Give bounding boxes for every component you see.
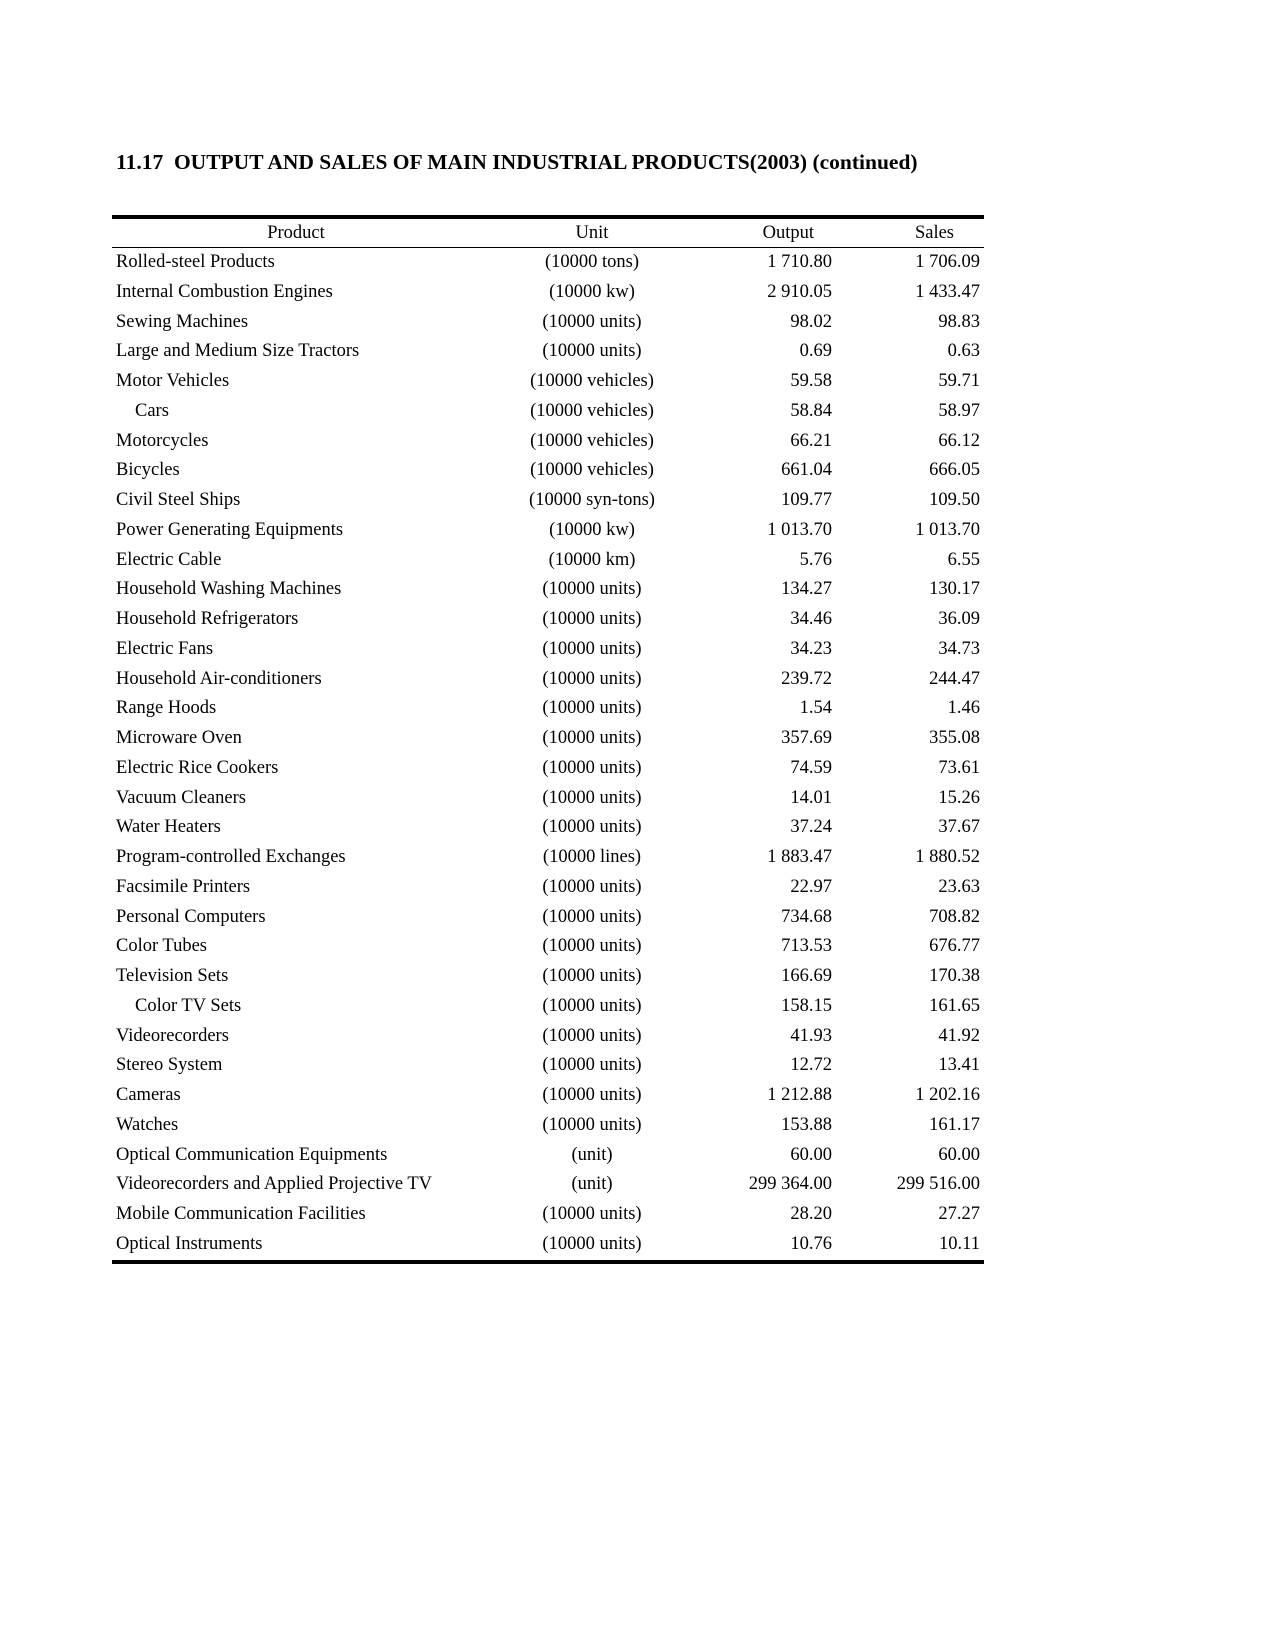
table-row <box>112 1200 984 1230</box>
cell-sales: 15.26 <box>938 787 980 808</box>
cell-unit: (10000 units) <box>542 787 642 808</box>
cell-unit: (10000 units) <box>542 728 642 748</box>
cell-unit: (10000 kw) <box>549 281 635 302</box>
cell-output: 1 212.88 <box>767 1085 832 1105</box>
cell-output: 22.97 <box>790 876 832 897</box>
cell-output: 239.72 <box>781 668 832 689</box>
cell-output: 1 013.70 <box>767 519 832 540</box>
cell-sales: 1 706.09 <box>915 252 980 272</box>
cell-product: Household Air-conditioners <box>116 668 322 689</box>
column-header-output: Output <box>762 223 814 243</box>
column-header-unit: Unit <box>575 223 609 243</box>
cell-output: 734.68 <box>781 906 832 927</box>
cell-output: 59.58 <box>790 371 832 391</box>
cell-sales: 58.97 <box>938 400 980 421</box>
cell-output: 153.88 <box>781 1114 832 1135</box>
table-row <box>112 873 984 903</box>
cell-sales: 10.11 <box>939 1233 980 1254</box>
cell-sales: 130.17 <box>929 579 980 600</box>
cell-output: 74.59 <box>790 757 832 778</box>
cell-sales: 161.17 <box>929 1114 980 1135</box>
cell-product: Internal Combustion Engines <box>116 281 333 302</box>
cell-product: Mobile Communication Facilities <box>116 1204 366 1224</box>
cell-output: 158.15 <box>781 995 832 1016</box>
cell-unit: (10000 units) <box>542 1233 642 1254</box>
cell-sales: 1 013.70 <box>915 519 980 540</box>
cell-product: Bicycles <box>116 460 180 481</box>
cell-unit: (10000 units) <box>542 1114 642 1135</box>
cell-product: Videorecorders and Applied Projective TV <box>116 1174 433 1195</box>
cell-output: 60.00 <box>790 1144 832 1165</box>
cell-product: Electric Fans <box>116 638 214 659</box>
cell-product: Motor Vehicles <box>116 371 230 391</box>
table-row <box>112 813 984 843</box>
cell-output: 1 710.80 <box>767 252 832 272</box>
table-row <box>112 367 984 397</box>
cell-unit: (10000 units) <box>542 311 642 332</box>
cell-output: 14.01 <box>790 787 832 808</box>
cell-unit: (10000 units) <box>542 341 642 362</box>
cell-unit: (10000 units) <box>542 1085 642 1105</box>
cell-product: Television Sets <box>116 966 229 986</box>
cell-output: 34.23 <box>790 638 832 659</box>
table-row <box>112 248 984 278</box>
table-row <box>112 635 984 665</box>
cell-output: 28.20 <box>790 1204 832 1224</box>
cell-product: Optical Instruments <box>116 1233 263 1254</box>
cell-sales: 34.73 <box>938 638 980 659</box>
cell-product: Facsimile Printers <box>116 876 251 897</box>
cell-unit: (10000 kw) <box>549 519 635 540</box>
cell-unit: (10000 units) <box>542 1025 642 1046</box>
cell-product: Water Heaters <box>116 817 221 838</box>
cell-product: Civil Steel Ships <box>116 490 241 510</box>
cell-sales: 60.00 <box>938 1144 980 1165</box>
products-table <box>112 215 984 1264</box>
table-header <box>112 217 984 248</box>
cell-product: Electric Rice Cookers <box>116 757 279 778</box>
cell-sales: 73.61 <box>938 757 980 778</box>
cell-product: Videorecorders <box>116 1025 229 1046</box>
cell-output: 37.24 <box>790 817 832 838</box>
cell-unit: (10000 units) <box>542 668 642 689</box>
cell-product: Color TV Sets <box>135 995 242 1016</box>
table-row <box>112 903 984 933</box>
table-row <box>112 1170 984 1200</box>
cell-sales: 708.82 <box>929 906 980 927</box>
cell-product: Vacuum Cleaners <box>116 787 246 808</box>
cell-product: Motorcycles <box>116 430 209 451</box>
cell-output: 1.54 <box>799 698 832 719</box>
cell-unit: (10000 km) <box>548 549 636 570</box>
cell-product: Range Hoods <box>116 698 217 719</box>
cell-output: 34.46 <box>790 609 832 629</box>
cell-output: 66.21 <box>790 430 832 451</box>
cell-output: 299 364.00 <box>748 1174 832 1195</box>
table-row <box>112 724 984 754</box>
cell-unit: (10000 lines) <box>542 847 642 867</box>
cell-unit: (10000 units) <box>542 1055 642 1076</box>
cell-product: Color Tubes <box>116 936 207 957</box>
table-row <box>112 1022 984 1052</box>
cell-sales: 37.67 <box>938 817 980 838</box>
cell-unit: (10000 units) <box>542 579 642 600</box>
cell-unit: (10000 units) <box>542 757 642 778</box>
table-row <box>112 843 984 873</box>
cell-output: 713.53 <box>781 936 832 957</box>
cell-unit: (10000 units) <box>542 1204 642 1224</box>
table-row <box>112 575 984 605</box>
cell-unit: (unit) <box>571 1144 613 1165</box>
cell-product: Cars <box>135 400 169 421</box>
cell-product: Electric Cable <box>116 549 222 570</box>
cell-sales: 109.50 <box>929 490 980 510</box>
cell-unit: (10000 syn-tons) <box>529 490 655 510</box>
cell-unit: (10000 tons) <box>544 252 640 272</box>
cell-unit: (unit) <box>571 1174 613 1195</box>
cell-unit: (10000 units) <box>542 817 642 838</box>
page-title: 11.17 OUTPUT AND SALES OF MAIN INDUSTRIAL PRODUCTS(2003) (continued) <box>116 150 918 174</box>
cell-output: 1 883.47 <box>767 847 832 867</box>
table-row <box>112 962 984 992</box>
cell-sales: 98.83 <box>938 311 980 332</box>
cell-unit: (10000 vehicles) <box>530 430 654 451</box>
cell-sales: 59.71 <box>938 371 980 391</box>
cell-output: 41.93 <box>790 1025 832 1046</box>
cell-sales: 36.09 <box>938 609 980 629</box>
cell-unit: (10000 vehicles) <box>530 460 654 481</box>
cell-output: 58.84 <box>790 400 832 421</box>
cell-output: 12.72 <box>790 1055 832 1076</box>
cell-output: 661.04 <box>781 460 832 481</box>
cell-unit: (10000 units) <box>542 936 642 957</box>
table-row <box>112 516 984 546</box>
cell-unit: (10000 units) <box>542 995 642 1016</box>
table-row <box>112 427 984 457</box>
cell-sales: 1 433.47 <box>915 281 980 302</box>
cell-product: Program-controlled Exchanges <box>116 847 346 867</box>
cell-product: Large and Medium Size Tractors <box>116 341 360 362</box>
table-row <box>112 754 984 784</box>
cell-output: 109.77 <box>781 490 832 510</box>
column-header-sales: Sales <box>914 223 954 243</box>
table-row <box>112 1141 984 1171</box>
cell-product: Microware Oven <box>116 728 242 748</box>
cell-unit: (10000 vehicles) <box>530 400 654 421</box>
cell-product: Watches <box>116 1114 179 1135</box>
cell-sales: 13.41 <box>938 1055 980 1076</box>
cell-unit: (10000 units) <box>542 609 642 629</box>
cell-product: Household Washing Machines <box>116 579 342 600</box>
table-row <box>112 992 984 1022</box>
cell-product: Stereo System <box>116 1055 223 1076</box>
cell-output: 98.02 <box>790 311 832 332</box>
products-table-container <box>112 215 984 1264</box>
cell-sales: 41.92 <box>938 1025 980 1046</box>
cell-sales: 1.46 <box>947 698 980 719</box>
table-row <box>112 784 984 814</box>
cell-unit: (10000 units) <box>542 906 642 927</box>
cell-product: Sewing Machines <box>116 311 249 332</box>
cell-output: 5.76 <box>799 549 832 570</box>
table-row <box>112 546 984 576</box>
cell-sales: 170.38 <box>929 966 980 986</box>
table-row <box>112 932 984 962</box>
column-header-product: Product <box>267 223 325 243</box>
cell-unit: (10000 units) <box>542 966 642 986</box>
cell-sales: 6.55 <box>947 549 980 570</box>
cell-product: Household Refrigerators <box>116 609 299 629</box>
cell-output: 0.69 <box>799 341 832 362</box>
cell-sales: 1 202.16 <box>915 1085 980 1105</box>
cell-output: 10.76 <box>790 1233 832 1254</box>
cell-sales: 1 880.52 <box>915 847 980 867</box>
table-row <box>112 278 984 308</box>
cell-product: Personal Computers <box>116 906 266 927</box>
table-row <box>112 1111 984 1141</box>
cell-product: Power Generating Equipments <box>116 519 344 540</box>
table-row <box>112 694 984 724</box>
cell-unit: (10000 vehicles) <box>530 371 654 391</box>
cell-sales: 244.47 <box>929 668 980 689</box>
cell-sales: 0.63 <box>947 341 980 362</box>
table-row <box>112 665 984 695</box>
cell-output: 134.27 <box>781 579 832 600</box>
cell-product: Optical Communication Equipments <box>116 1144 388 1165</box>
table-header-row <box>112 217 984 248</box>
table-row <box>112 397 984 427</box>
cell-output: 166.69 <box>781 966 832 986</box>
table-row <box>112 486 984 516</box>
cell-output: 2 910.05 <box>767 281 832 302</box>
cell-sales: 27.27 <box>938 1204 980 1224</box>
cell-unit: (10000 units) <box>542 638 642 659</box>
cell-sales: 299 516.00 <box>896 1174 980 1195</box>
table-row <box>112 1051 984 1081</box>
cell-sales: 161.65 <box>929 995 980 1016</box>
table-row <box>112 605 984 635</box>
table-row <box>112 1081 984 1111</box>
table-row <box>112 1230 984 1262</box>
table-row <box>112 308 984 338</box>
cell-unit: (10000 units) <box>542 876 642 897</box>
table-row <box>112 337 984 367</box>
cell-unit: (10000 units) <box>542 698 642 719</box>
table-body <box>112 248 984 1262</box>
cell-product: Cameras <box>116 1085 181 1105</box>
cell-sales: 23.63 <box>938 876 980 897</box>
table-row <box>112 456 984 486</box>
cell-sales: 676.77 <box>929 936 980 957</box>
cell-sales: 66.12 <box>938 430 980 451</box>
cell-output: 357.69 <box>781 728 832 748</box>
cell-product: Rolled-steel Products <box>116 252 275 272</box>
cell-sales: 355.08 <box>929 728 980 748</box>
cell-sales: 666.05 <box>929 460 980 481</box>
